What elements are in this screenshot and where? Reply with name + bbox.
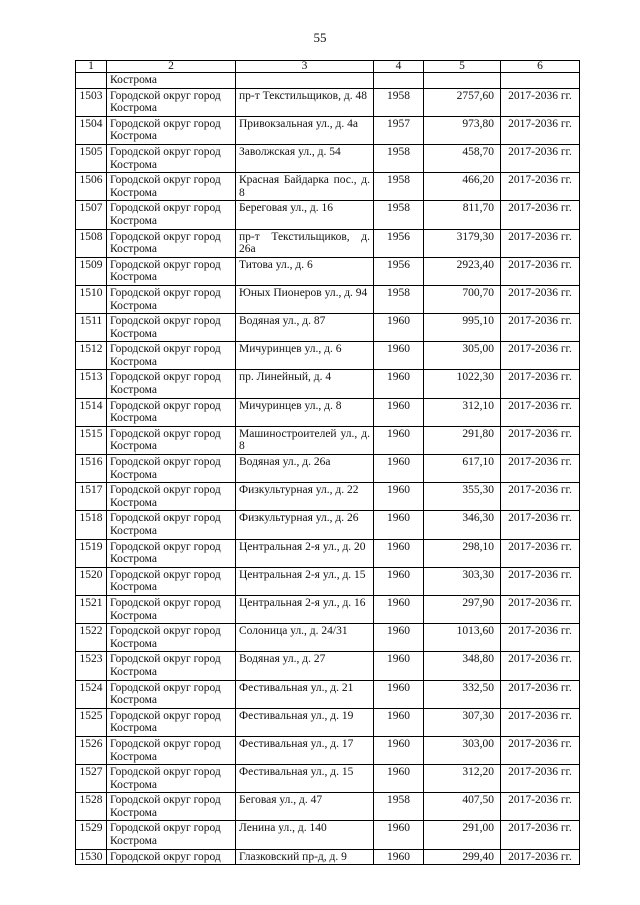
owner-cell: Городской округ город Кострома xyxy=(107,426,236,454)
table-row xyxy=(76,144,580,172)
area-cell: 407,50 xyxy=(424,793,501,821)
row-number: 1526 xyxy=(76,736,107,764)
header-col-2: 2 xyxy=(107,61,236,73)
period-cell: 2017-2036 гг. xyxy=(501,680,580,708)
period-cell: 2017-2036 гг. xyxy=(501,257,580,285)
period-cell: 2017-2036 гг. xyxy=(501,736,580,764)
owner-cell: Городской округ город xyxy=(107,849,236,864)
owner-cell: Городской округ город Кострома xyxy=(107,539,236,567)
year-cell: 1960 xyxy=(374,314,424,342)
table-row xyxy=(76,765,580,793)
header-col-1: 1 xyxy=(76,61,107,73)
area-cell: 297,90 xyxy=(424,595,501,623)
year-cell: 1960 xyxy=(374,455,424,483)
period-cell: 2017-2036 гг. xyxy=(501,229,580,257)
header-col-3: 3 xyxy=(236,61,374,73)
area-cell: 307,30 xyxy=(424,708,501,736)
area-cell: 3179,30 xyxy=(424,229,501,257)
year-cell: 1960 xyxy=(374,652,424,680)
period-cell: 2017-2036 гг. xyxy=(501,370,580,398)
table-row xyxy=(76,595,580,623)
owner-cell: Городской округ город Кострома xyxy=(107,144,236,172)
address-cell: Фестивальная ул., д. 17 xyxy=(236,736,374,764)
period-cell: 2017-2036 гг. xyxy=(501,483,580,511)
table-row xyxy=(76,708,580,736)
table-row xyxy=(76,314,580,342)
address-cell: Привокзальная ул., д. 4а xyxy=(236,116,374,144)
area-cell: 348,80 xyxy=(424,652,501,680)
owner-cell: Городской округ город Кострома xyxy=(107,595,236,623)
period-cell: 2017-2036 гг. xyxy=(501,455,580,483)
area-cell: 303,30 xyxy=(424,567,501,595)
table-row xyxy=(76,455,580,483)
owner-cell: Городской округ город Кострома xyxy=(107,398,236,426)
row-number: 1514 xyxy=(76,398,107,426)
year-cell: 1960 xyxy=(374,736,424,764)
period-cell: 2017-2036 гг. xyxy=(501,793,580,821)
row-number: 1525 xyxy=(76,708,107,736)
period-cell: 2017-2036 гг. xyxy=(501,173,580,201)
period-cell: 2017-2036 гг. xyxy=(501,511,580,539)
area-cell: 299,40 xyxy=(424,849,501,864)
year-cell: 1960 xyxy=(374,849,424,864)
owner-cell: Городской округ город Кострома xyxy=(107,370,236,398)
address-cell: Заволжская ул., д. 54 xyxy=(236,144,374,172)
area-cell: 458,70 xyxy=(424,144,501,172)
continuation-owner: Кострома xyxy=(107,73,236,89)
row-number: 1522 xyxy=(76,624,107,652)
area-cell: 346,30 xyxy=(424,511,501,539)
address-cell: Фестивальная ул., д. 19 xyxy=(236,708,374,736)
year-cell: 1956 xyxy=(374,229,424,257)
housing-register-table xyxy=(75,60,580,865)
table-row xyxy=(76,398,580,426)
year-cell: 1960 xyxy=(374,821,424,849)
owner-cell: Городской округ город Кострома xyxy=(107,483,236,511)
table-row xyxy=(76,483,580,511)
address-cell: пр-т Текстильщиков, д. 48 xyxy=(236,88,374,116)
address-cell: Водяная ул., д. 27 xyxy=(236,652,374,680)
row-number: 1528 xyxy=(76,793,107,821)
owner-cell: Городской округ город Кострома xyxy=(107,201,236,229)
year-cell: 1960 xyxy=(374,539,424,567)
area-cell: 355,30 xyxy=(424,483,501,511)
row-number: 1530 xyxy=(76,849,107,864)
year-cell: 1960 xyxy=(374,624,424,652)
address-cell: Титова ул., д. 6 xyxy=(236,257,374,285)
owner-cell: Городской округ город Кострома xyxy=(107,652,236,680)
area-cell: 332,50 xyxy=(424,680,501,708)
row-number: 1523 xyxy=(76,652,107,680)
owner-cell: Городской округ город Кострома xyxy=(107,736,236,764)
row-number: 1503 xyxy=(76,88,107,116)
table-row xyxy=(76,849,580,864)
row-number: 1515 xyxy=(76,426,107,454)
address-cell: Ленина ул., д. 140 xyxy=(236,821,374,849)
row-number: 1520 xyxy=(76,567,107,595)
year-cell: 1958 xyxy=(374,88,424,116)
header-col-6: 6 xyxy=(501,61,580,73)
address-cell: Мичуринцев ул., д. 8 xyxy=(236,398,374,426)
address-cell: Солоница ул., д. 24/31 xyxy=(236,624,374,652)
table-row xyxy=(76,793,580,821)
row-number: 1508 xyxy=(76,229,107,257)
row-number: 1510 xyxy=(76,285,107,313)
year-cell: 1958 xyxy=(374,285,424,313)
owner-cell: Городской округ город Кострома xyxy=(107,342,236,370)
area-cell: 312,20 xyxy=(424,765,501,793)
period-cell: 2017-2036 гг. xyxy=(501,849,580,864)
owner-cell: Городской округ город Кострома xyxy=(107,314,236,342)
year-cell: 1960 xyxy=(374,342,424,370)
table-row xyxy=(76,285,580,313)
address-cell: Фестивальная ул., д. 21 xyxy=(236,680,374,708)
owner-cell: Городской округ город Кострома xyxy=(107,285,236,313)
year-cell: 1960 xyxy=(374,483,424,511)
period-cell: 2017-2036 гг. xyxy=(501,821,580,849)
table-row xyxy=(76,652,580,680)
area-cell: 2757,60 xyxy=(424,88,501,116)
year-cell: 1960 xyxy=(374,567,424,595)
owner-cell: Городской округ город Кострома xyxy=(107,229,236,257)
owner-cell: Городской округ город Кострома xyxy=(107,455,236,483)
period-cell: 2017-2036 гг. xyxy=(501,144,580,172)
table-row xyxy=(76,736,580,764)
period-cell: 2017-2036 гг. xyxy=(501,314,580,342)
area-cell: 291,00 xyxy=(424,821,501,849)
area-cell: 811,70 xyxy=(424,201,501,229)
address-cell: Физкультурная ул., д. 26 xyxy=(236,511,374,539)
address-cell: Фестивальная ул., д. 15 xyxy=(236,765,374,793)
row-number: 1527 xyxy=(76,765,107,793)
owner-cell: Городской округ город Кострома xyxy=(107,88,236,116)
table-row xyxy=(76,370,580,398)
address-cell: пр-т Текстильщиков, д. 26а xyxy=(236,229,374,257)
address-cell: Глазковский пр-д, д. 9 xyxy=(236,849,374,864)
row-number: 1504 xyxy=(76,116,107,144)
table-row xyxy=(76,229,580,257)
year-cell: 1958 xyxy=(374,793,424,821)
address-cell: Центральная 2-я ул., д. 16 xyxy=(236,595,374,623)
owner-cell: Городской округ город Кострома xyxy=(107,708,236,736)
area-cell: 973,80 xyxy=(424,116,501,144)
year-cell: 1960 xyxy=(374,370,424,398)
header-col-5: 5 xyxy=(424,61,501,73)
table-row xyxy=(76,116,580,144)
address-cell: пр. Линейный, д. 4 xyxy=(236,370,374,398)
row-number: 1518 xyxy=(76,511,107,539)
area-cell: 2923,40 xyxy=(424,257,501,285)
period-cell: 2017-2036 гг. xyxy=(501,426,580,454)
header-col-4: 4 xyxy=(374,61,424,73)
year-cell: 1960 xyxy=(374,426,424,454)
table-row xyxy=(76,173,580,201)
area-cell: 303,00 xyxy=(424,736,501,764)
year-cell: 1957 xyxy=(374,116,424,144)
period-cell: 2017-2036 гг. xyxy=(501,342,580,370)
period-cell: 2017-2036 гг. xyxy=(501,398,580,426)
address-cell: Центральная 2-я ул., д. 15 xyxy=(236,567,374,595)
row-number: 1511 xyxy=(76,314,107,342)
address-cell: Водяная ул., д. 87 xyxy=(236,314,374,342)
address-cell: Водяная ул., д. 26а xyxy=(236,455,374,483)
period-cell: 2017-2036 гг. xyxy=(501,539,580,567)
year-cell: 1960 xyxy=(374,765,424,793)
period-cell: 2017-2036 гг. xyxy=(501,765,580,793)
address-cell: Красная Байдарка пос., д. 8 xyxy=(236,173,374,201)
owner-cell: Городской округ город Кострома xyxy=(107,624,236,652)
row-number: 1507 xyxy=(76,201,107,229)
row-number: 1513 xyxy=(76,370,107,398)
row-number: 1516 xyxy=(76,455,107,483)
year-cell: 1960 xyxy=(374,595,424,623)
area-cell: 1013,60 xyxy=(424,624,501,652)
address-cell: Физкультурная ул., д. 22 xyxy=(236,483,374,511)
year-cell: 1958 xyxy=(374,201,424,229)
area-cell: 700,70 xyxy=(424,285,501,313)
row-number: 1512 xyxy=(76,342,107,370)
row-number: 1506 xyxy=(76,173,107,201)
period-cell: 2017-2036 гг. xyxy=(501,595,580,623)
owner-cell: Городской округ город Кострома xyxy=(107,257,236,285)
year-cell: 1956 xyxy=(374,257,424,285)
address-cell: Береговая ул., д. 16 xyxy=(236,201,374,229)
table-row xyxy=(76,680,580,708)
period-cell: 2017-2036 гг. xyxy=(501,116,580,144)
row-number: 1509 xyxy=(76,257,107,285)
owner-cell: Городской округ город Кострома xyxy=(107,116,236,144)
owner-cell: Городской округ город Кострома xyxy=(107,173,236,201)
period-cell: 2017-2036 гг. xyxy=(501,567,580,595)
row-number: 1524 xyxy=(76,680,107,708)
period-cell: 2017-2036 гг. xyxy=(501,624,580,652)
table-row xyxy=(76,821,580,849)
table-row xyxy=(76,201,580,229)
period-cell: 2017-2036 гг. xyxy=(501,285,580,313)
year-cell: 1958 xyxy=(374,173,424,201)
table-row xyxy=(76,567,580,595)
area-cell: 291,80 xyxy=(424,426,501,454)
period-cell: 2017-2036 гг. xyxy=(501,201,580,229)
year-cell: 1960 xyxy=(374,398,424,426)
year-cell: 1960 xyxy=(374,708,424,736)
year-cell: 1958 xyxy=(374,144,424,172)
address-cell: Мичуринцев ул., д. 6 xyxy=(236,342,374,370)
owner-cell: Городской округ город Кострома xyxy=(107,765,236,793)
owner-cell: Городской округ город Кострома xyxy=(107,821,236,849)
area-cell: 298,10 xyxy=(424,539,501,567)
table-row xyxy=(76,342,580,370)
row-number: 1519 xyxy=(76,539,107,567)
area-cell: 312,10 xyxy=(424,398,501,426)
table-row xyxy=(76,539,580,567)
table-row xyxy=(76,511,580,539)
area-cell: 995,10 xyxy=(424,314,501,342)
year-cell: 1960 xyxy=(374,680,424,708)
area-cell: 617,10 xyxy=(424,455,501,483)
owner-cell: Городской округ город Кострома xyxy=(107,567,236,595)
period-cell: 2017-2036 гг. xyxy=(501,88,580,116)
owner-cell: Городской округ город Кострома xyxy=(107,680,236,708)
address-cell: Машиностроителей ул., д. 8 xyxy=(236,426,374,454)
owner-cell: Городской округ город Кострома xyxy=(107,793,236,821)
address-cell: Центральная 2-я ул., д. 20 xyxy=(236,539,374,567)
row-number: 1521 xyxy=(76,595,107,623)
period-cell: 2017-2036 гг. xyxy=(501,708,580,736)
area-cell: 305,00 xyxy=(424,342,501,370)
table-row xyxy=(76,257,580,285)
period-cell: 2017-2036 гг. xyxy=(501,652,580,680)
area-cell: 466,20 xyxy=(424,173,501,201)
address-cell: Юных Пионеров ул., д. 94 xyxy=(236,285,374,313)
table-row xyxy=(76,426,580,454)
owner-cell: Городской округ город Кострома xyxy=(107,511,236,539)
address-cell: Беговая ул., д. 47 xyxy=(236,793,374,821)
continuation-row xyxy=(76,73,580,89)
row-number: 1517 xyxy=(76,483,107,511)
table-row xyxy=(76,88,580,116)
area-cell: 1022,30 xyxy=(424,370,501,398)
table-row xyxy=(76,624,580,652)
page-number: 55 xyxy=(313,30,327,45)
column-number-header xyxy=(76,61,580,73)
year-cell: 1960 xyxy=(374,511,424,539)
row-number: 1529 xyxy=(76,821,107,849)
row-number: 1505 xyxy=(76,144,107,172)
